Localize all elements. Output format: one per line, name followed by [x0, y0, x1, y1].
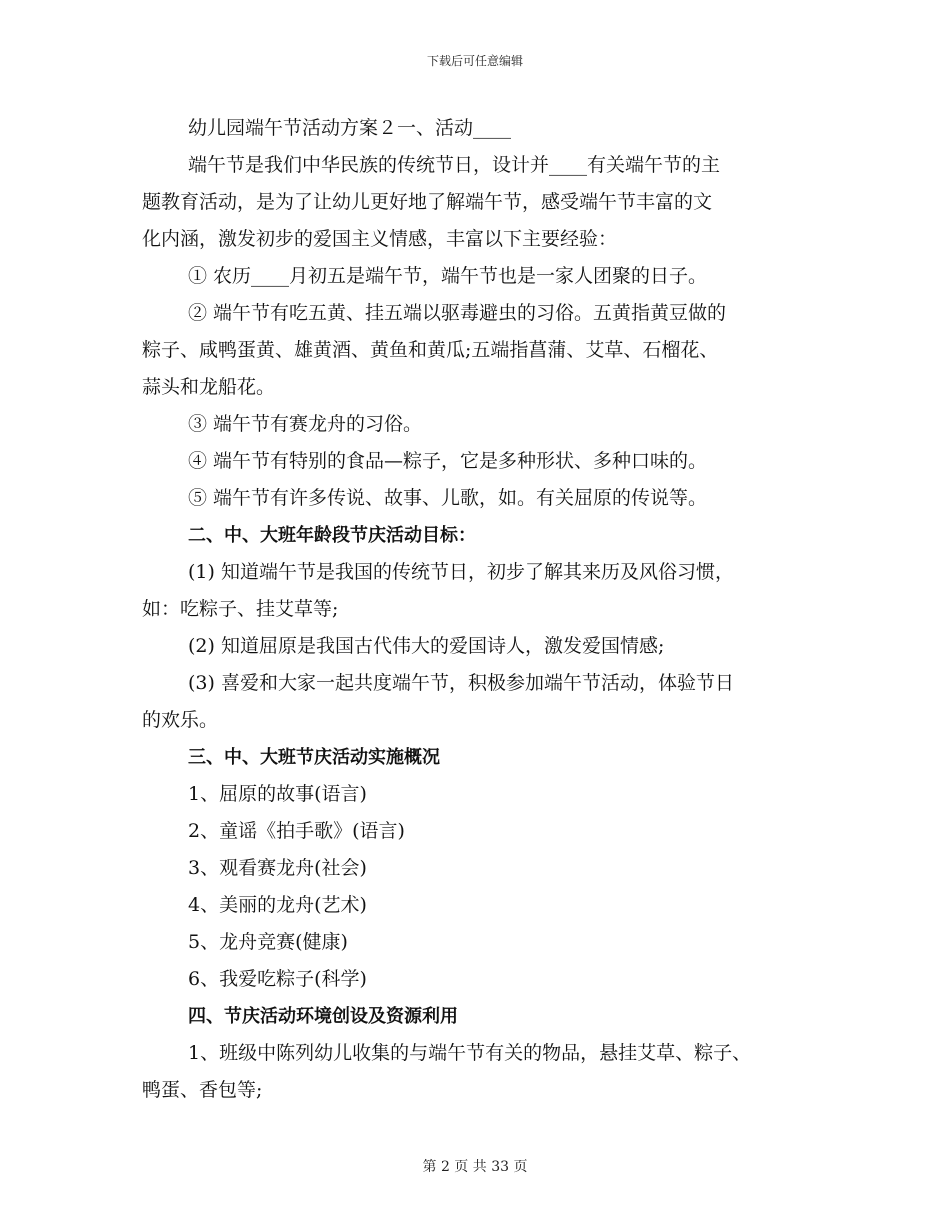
text-line: (2) 知道屈原是我国古代伟大的爱国诗人，激发爱国情感;: [188, 635, 665, 657]
text-line: ② 端午节有吃五黄、挂五端以驱毒避虫的习俗。五黄指黄豆做的: [188, 302, 727, 324]
text-line: 5、龙舟竞赛(健康): [188, 931, 348, 953]
text-line: 的欢乐。: [142, 709, 219, 731]
text-line: ① 农历____月初五是端午节，端午节也是一家人团聚的日子。: [188, 265, 708, 287]
text-line: ⑤ 端午节有许多传说、故事、儿歌，如。有关屈原的传说等。: [188, 487, 708, 509]
text-line: 题教育活动，是为了让幼儿更好地了解端午节，感受端午节丰富的文: [142, 191, 713, 213]
text-line: ③ 端午节有赛龙舟的习俗。: [188, 413, 423, 435]
document-body: [142, 110, 822, 1109]
text-line: ④ 端午节有特别的食品—粽子，它是多种形状、多种口味的。: [188, 450, 708, 472]
text-line: 端午节是我们中华民族的传统节日，设计并____有关端午节的主: [188, 154, 721, 176]
text-line: 1、班级中陈列幼儿收集的与端午节有关的物品，悬挂艾草、粽子、: [188, 1042, 752, 1064]
page-footer: 第 2 页 共 33 页: [422, 1159, 528, 1175]
text-line: 2、童谣《拍手歌》(语言): [188, 820, 405, 842]
text-line: 6、我爱吃粽子(科学): [188, 968, 367, 990]
text-line: 3、观看赛龙舟(社会): [188, 857, 367, 879]
text-line: (1) 知道端午节是我国的传统节日，初步了解其来历及风俗习惯，: [188, 561, 734, 583]
page-header: 下载后可任意编辑: [426, 54, 523, 68]
section-heading: 三、中、大班节庆活动实施概况: [188, 747, 440, 768]
text-line: 化内涵，激发初步的爱国主义情感，丰富以下主要经验：: [142, 228, 618, 250]
text-line: 幼儿园端午节活动方案２一、活动____: [188, 117, 512, 139]
text-line: 蒜头和龙船花。: [142, 376, 276, 398]
text-line: 4、美丽的龙舟(艺术): [188, 894, 367, 916]
text-line: (3) 喜爱和大家一起共度端午节，积极参加端午节活动，体验节日: [188, 672, 734, 694]
text-line: 鸭蛋、香包等;: [142, 1079, 263, 1101]
text-line: 粽子、咸鸭蛋黄、雄黄酒、黄鱼和黄瓜;五端指菖蒲、艾草、石榴花、: [142, 339, 719, 361]
section-heading: 二、中、大班年龄段节庆活动目标：: [188, 525, 476, 546]
text-line: 如：吃粽子、挂艾草等;: [142, 598, 339, 620]
section-heading: 四、节庆活动环境创设及资源利用: [188, 1006, 458, 1027]
text-line: 1、屈原的故事(语言): [188, 783, 367, 805]
